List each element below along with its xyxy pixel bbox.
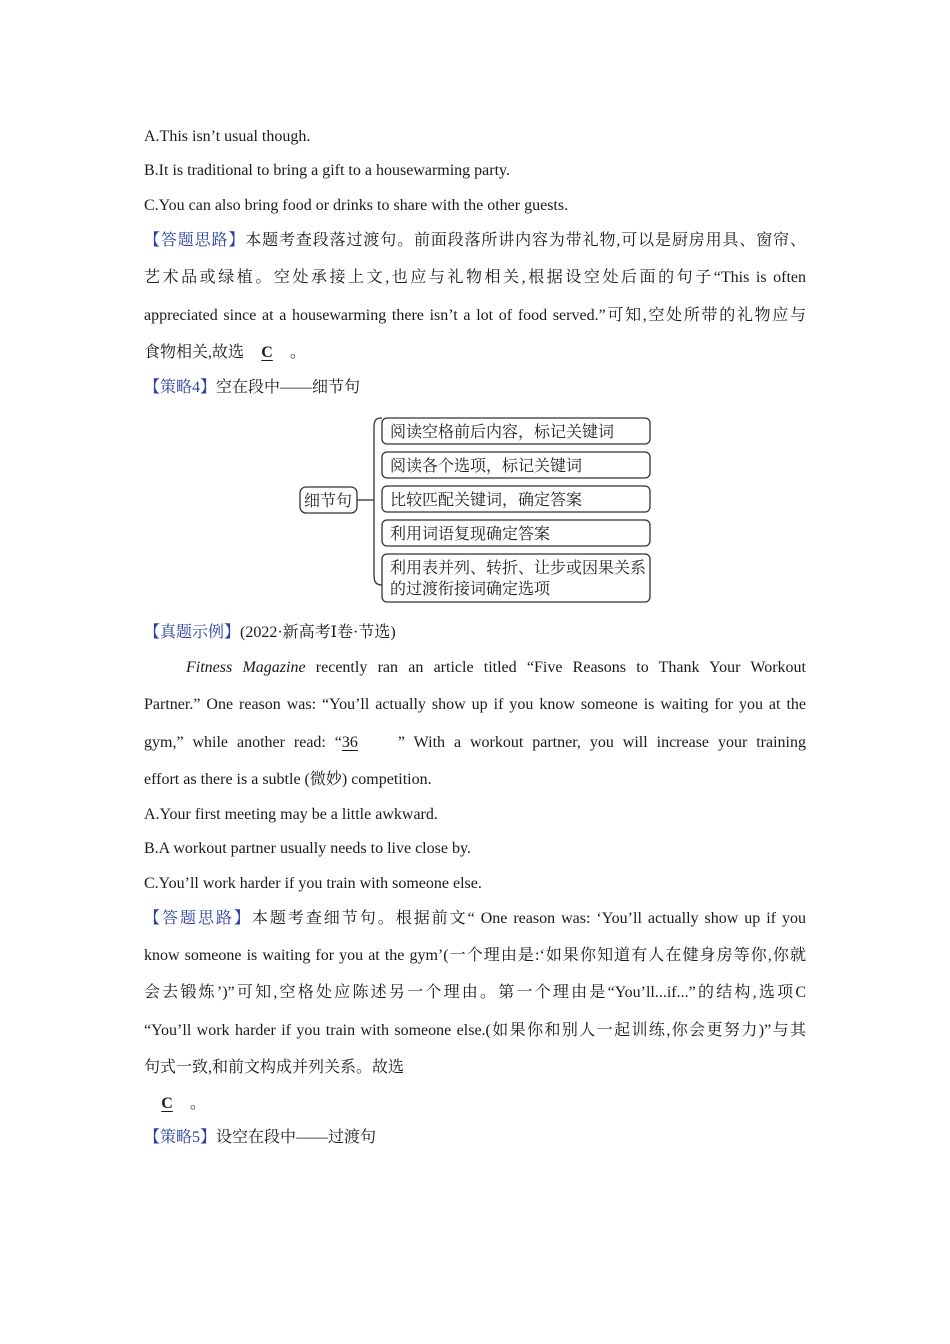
period: 。 bbox=[290, 344, 307, 361]
passage-text: recently ran an article titled “Five Reasons to Thank Your Workout bbox=[305, 659, 806, 676]
passage-line: Partner.” One reason was: “You’ll actually show up if you know someone is waiting for you at the bbox=[144, 696, 806, 713]
example-heading bbox=[144, 622, 396, 644]
detail-sentence-diagram bbox=[296, 414, 656, 606]
diagram-item: 的过渡衔接词确定选项 bbox=[390, 579, 551, 598]
strategy-heading bbox=[144, 377, 360, 399]
strategy-title: 空在段中——细节句 bbox=[216, 379, 361, 396]
analysis-line bbox=[144, 230, 806, 252]
analysis-text: 本题考查细节句。根据前文“ One reason was: ‘You’ll actually show up if you bbox=[251, 910, 806, 927]
example-tag: 【真题示例】 bbox=[144, 624, 241, 641]
analysis-tag: 【答题思路】 bbox=[144, 232, 246, 249]
strategy-tag: 【策略5】 bbox=[144, 1129, 217, 1146]
analysis-line: 句式一致,和前文构成并列关系。故选 bbox=[144, 1059, 405, 1076]
answer-blank: C bbox=[161, 1095, 173, 1112]
answer-blank: C bbox=[261, 344, 273, 361]
diagram-item: 阅读空格前后内容，标记关键词 bbox=[390, 422, 615, 441]
analysis-line: 艺术品或绿植。空处承接上文,也应与礼物相关,根据设空处后面的句子“This is often bbox=[144, 269, 806, 286]
magazine-title: Fitness Magazine bbox=[186, 659, 306, 676]
question-blank: 36 bbox=[341, 734, 358, 751]
passage-text: gym,” while another read: “ bbox=[144, 734, 342, 751]
option-a: A.Your first meeting may be a little awkward. bbox=[144, 806, 438, 823]
passage-line: effort as there is a subtle (微妙) competition. bbox=[144, 771, 432, 788]
option-c: C.You can also bring food or drinks to share with the other guests. bbox=[144, 197, 569, 214]
diagram-root-label: 细节句 bbox=[303, 491, 353, 510]
diagram-item: 利用表并列、转折、让步或因果关系 bbox=[390, 558, 647, 577]
analysis-line: know someone is waiting for you at the gym’(一个理由是:‘如果你知道有人在健身房等你,你就 bbox=[144, 947, 806, 964]
strategy-tag: 【策略4】 bbox=[144, 379, 217, 396]
diagram-item: 比较匹配关键词，确定答案 bbox=[390, 490, 583, 509]
analysis-line: 会去锻炼’)”可知,空格处应陈述另一个理由。第一个理由是“You’ll...if...”的结构,选项C bbox=[144, 984, 806, 1001]
answer-line bbox=[144, 1093, 206, 1115]
strategy-heading bbox=[144, 1127, 376, 1149]
analysis-line bbox=[144, 908, 806, 930]
analysis-line bbox=[144, 342, 306, 364]
strategy-title: 设空在段中——过渡句 bbox=[216, 1129, 377, 1146]
option-b: B.A workout partner usually needs to live close by. bbox=[144, 840, 471, 857]
option-c: C.You’ll work harder if you train with someone else. bbox=[144, 875, 482, 892]
analysis-line: “You’ll work harder if you train with someone else.(如果你和别人一起训练,你会更努力)”与其 bbox=[144, 1022, 806, 1039]
passage-text: ” With a workout partner, you will increase your training bbox=[397, 734, 806, 751]
diagram-item: 利用词语复现确定答案 bbox=[390, 524, 551, 543]
diagram-item: 阅读各个选项，标记关键词 bbox=[390, 456, 583, 475]
analysis-text: 本题考查段落过渡句。前面段落所讲内容为带礼物,可以是厨房用具、窗帘、 bbox=[245, 232, 806, 249]
period: 。 bbox=[190, 1095, 207, 1112]
passage-line bbox=[144, 732, 806, 754]
passage-line bbox=[144, 657, 806, 679]
analysis-tag: 【答题思路】 bbox=[144, 910, 252, 927]
option-b: B.It is traditional to bring a gift to a housewarming party. bbox=[144, 162, 510, 179]
analysis-line: appreciated since at a housewarming there isn’t a lot of food served.”可知,空处所带的礼物应与 bbox=[144, 307, 806, 324]
example-source: (2022·新高考Ⅰ卷·节选) bbox=[240, 624, 396, 641]
analysis-text: 食物相关,故选 bbox=[144, 344, 245, 361]
bracket-line bbox=[374, 418, 382, 585]
option-a: A.This isn’t usual though. bbox=[144, 128, 311, 145]
